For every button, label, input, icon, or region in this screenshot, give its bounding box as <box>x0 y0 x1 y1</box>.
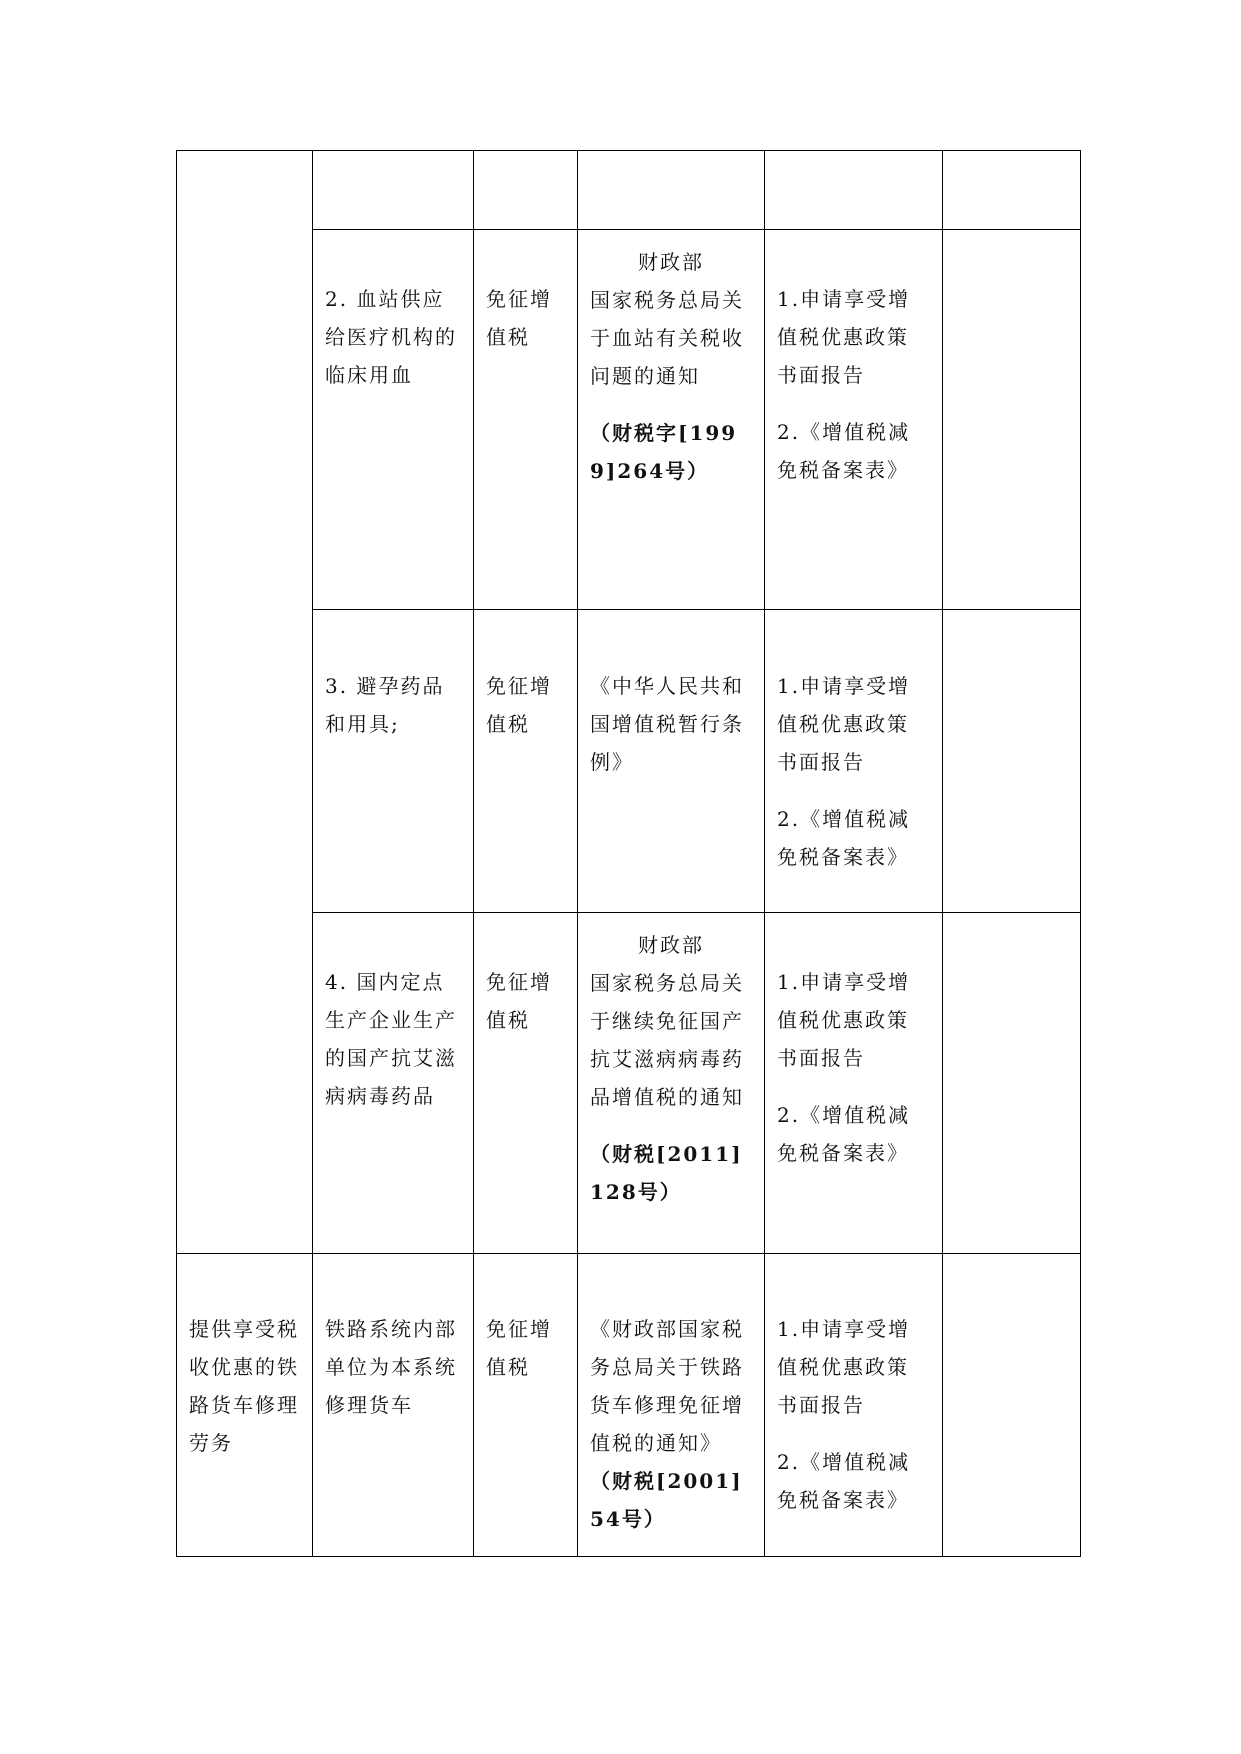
item-text: 铁路系统内部单位为本系统修理货车 <box>325 1317 457 1417</box>
doc-item-1: 1.申请享受增值税优惠政策书面报告 <box>777 1317 911 1417</box>
item-cell <box>313 610 474 913</box>
tax-cell <box>474 1254 578 1557</box>
tax-policy-table <box>176 150 1081 1557</box>
item-text: 2. 血站供应给医疗机构的临床用血 <box>325 287 457 387</box>
docs-cell <box>765 1254 943 1557</box>
note-cell <box>943 230 1081 610</box>
basis-reference: （财税[2001]54号） <box>590 1469 743 1531</box>
doc-item-1: 1.申请享受增值税优惠政策书面报告 <box>777 674 911 774</box>
basis-body: 《财政部国家税务总局关于铁路货车修理免征增值税的通知》 <box>590 1317 744 1455</box>
note-cell <box>943 610 1081 913</box>
table-row <box>177 610 1081 913</box>
basis-cell <box>578 913 765 1254</box>
doc-item-2: 2.《增值税减免税备案表》 <box>777 1450 911 1512</box>
basis-reference: （财税字[1999]264号） <box>590 421 738 483</box>
item-cell <box>313 230 474 610</box>
note-cell <box>943 151 1081 230</box>
basis-cell <box>578 151 765 230</box>
basis-body: 《中华人民共和国增值税暂行条例》 <box>590 674 744 774</box>
table-row <box>177 151 1081 230</box>
category-text: 提供享受税收优惠的铁路货车修理劳务 <box>189 1317 299 1455</box>
doc-item-2: 2.《增值税减免税备案表》 <box>777 1103 911 1165</box>
tax-text: 免征增值税 <box>486 674 552 736</box>
tax-cell <box>474 230 578 610</box>
item-cell <box>313 151 474 230</box>
tax-cell <box>474 151 578 230</box>
note-cell <box>943 913 1081 1254</box>
basis-body: 国家税务总局关于血站有关税收问题的通知 <box>590 288 744 388</box>
basis-title: 财政部 <box>638 933 704 957</box>
tax-text: 免征增值税 <box>486 287 552 349</box>
doc-item-2: 2.《增值税减免税备案表》 <box>777 420 911 482</box>
docs-cell <box>765 610 943 913</box>
category-cell <box>177 1254 313 1557</box>
item-cell <box>313 1254 474 1557</box>
note-cell <box>943 1254 1081 1557</box>
basis-reference: （财税[2011]128号） <box>590 1142 743 1204</box>
tax-cell <box>474 913 578 1254</box>
basis-cell <box>578 230 765 610</box>
basis-cell <box>578 1254 765 1557</box>
table-row <box>177 913 1081 1254</box>
item-cell <box>313 913 474 1254</box>
doc-item-2: 2.《增值税减免税备案表》 <box>777 807 911 869</box>
doc-item-1: 1.申请享受增值税优惠政策书面报告 <box>777 970 911 1070</box>
docs-cell <box>765 151 943 230</box>
table-row <box>177 230 1081 610</box>
basis-body: 国家税务总局关于继续免征国产抗艾滋病病毒药品增值税的通知 <box>590 971 744 1109</box>
docs-cell <box>765 230 943 610</box>
docs-cell <box>765 913 943 1254</box>
category-cell <box>177 151 313 1254</box>
tax-text: 免征增值税 <box>486 970 552 1032</box>
tax-text: 免征增值税 <box>486 1317 552 1379</box>
item-text: 3. 避孕药品和用具; <box>325 674 445 736</box>
doc-item-1: 1.申请享受增值税优惠政策书面报告 <box>777 287 911 387</box>
basis-title: 财政部 <box>638 250 704 274</box>
table-row <box>177 1254 1081 1557</box>
item-text: 4. 国内定点生产企业生产的国产抗艾滋病病毒药品 <box>325 970 457 1108</box>
basis-cell <box>578 610 765 913</box>
tax-cell <box>474 610 578 913</box>
